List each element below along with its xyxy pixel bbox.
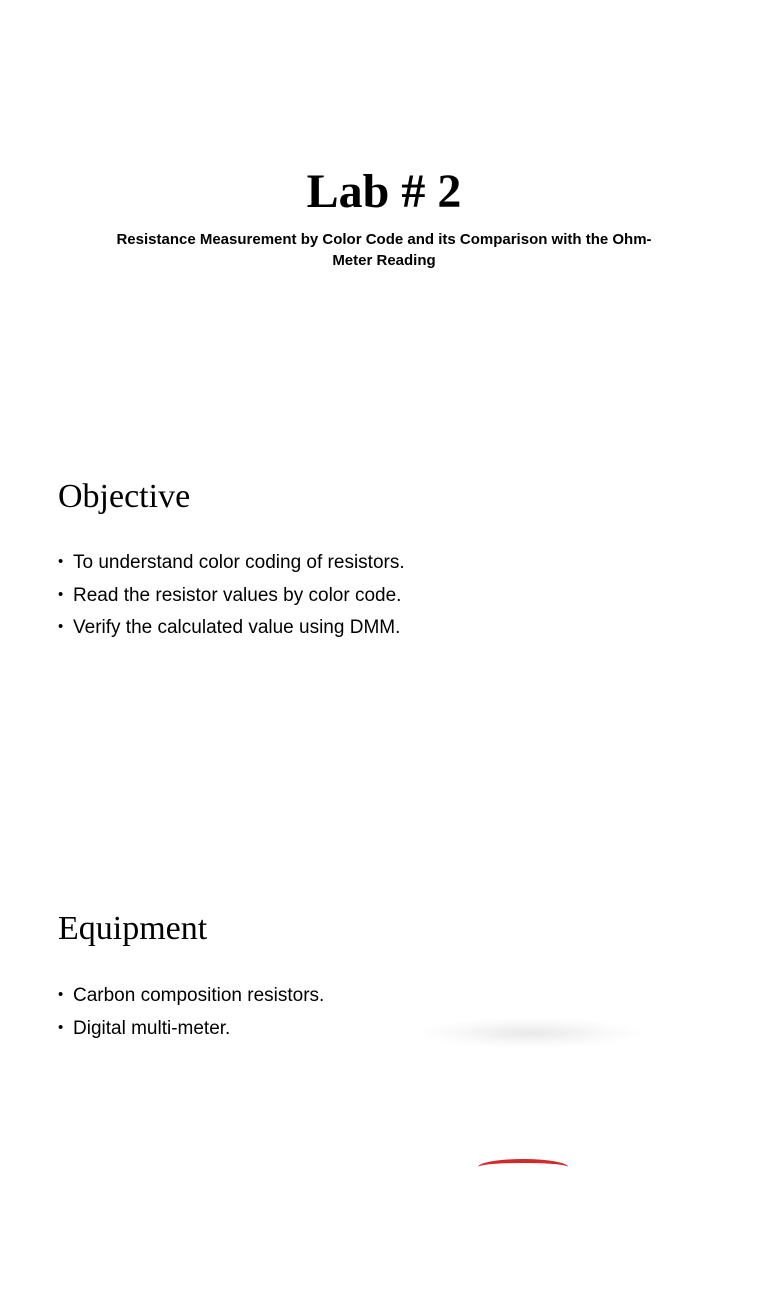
- lab-subtitle: Resistance Measurement by Color Code and its Comparison with the Ohm-Meter Reading: [116, 231, 652, 269]
- objective-item-text: To understand color coding of resistors.: [73, 552, 405, 573]
- equipment-heading: Equipment: [58, 910, 208, 947]
- image-glow: [420, 1018, 640, 1048]
- bullet-icon: •: [58, 986, 64, 1003]
- equipment-image: [360, 1004, 680, 1044]
- objective-slide: [0, 432, 768, 864]
- objective-heading: Objective: [58, 478, 191, 515]
- bullet-icon: •: [58, 1018, 64, 1036]
- objective-list: [58, 550, 405, 648]
- objective-item: [58, 550, 405, 583]
- objective-item-text: Verify the calculated value using DMM.: [73, 617, 401, 638]
- objective-item: [58, 583, 405, 616]
- equipment-list: [58, 983, 324, 1048]
- multimeter-edge-shape: [478, 1159, 568, 1175]
- bullet-icon: •: [58, 553, 64, 570]
- lab-title: Lab # 2: [306, 165, 462, 218]
- objective-item: [58, 615, 405, 648]
- bullet-icon: •: [58, 618, 64, 635]
- equipment-item: [58, 983, 324, 1016]
- bullet-icon: •: [58, 585, 64, 603]
- equipment-slide: [0, 864, 768, 1296]
- equipment-item-text: Carbon composition resistors.: [73, 985, 325, 1006]
- equipment-item-text: Digital multi-meter.: [73, 1017, 231, 1039]
- equipment-item: [58, 1016, 324, 1049]
- title-slide: [0, 0, 768, 432]
- objective-item-text: Read the resistor values by color code.: [73, 584, 402, 606]
